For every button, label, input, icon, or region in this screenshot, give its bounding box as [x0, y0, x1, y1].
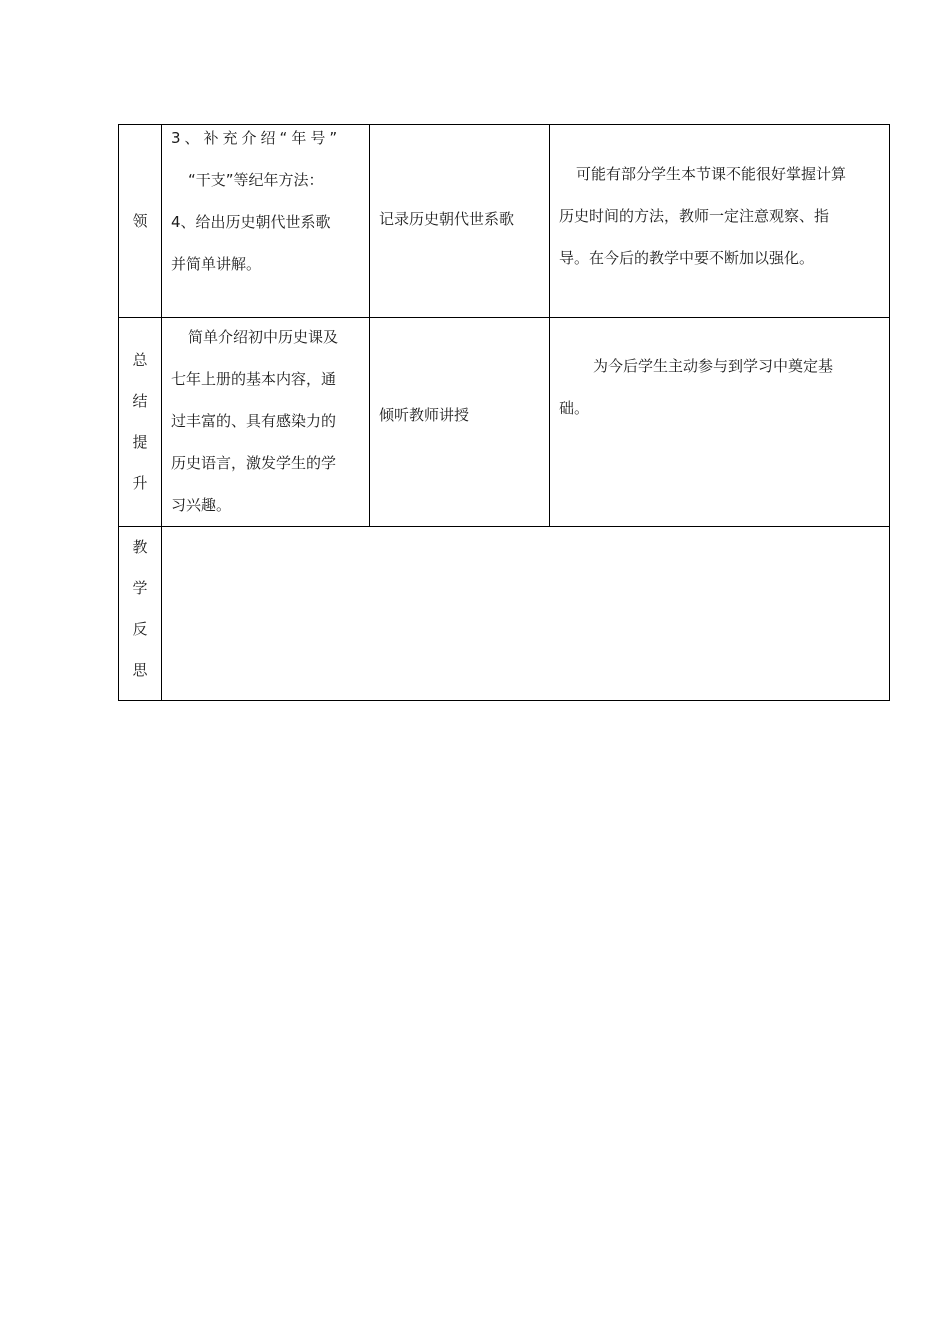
row-label: 领 — [132, 212, 148, 230]
notes-line: 历史时间的方法，教师一定注意观察、指 — [559, 207, 830, 225]
row-label-char: 总 — [132, 351, 148, 369]
teacher-activity-cell — [162, 125, 370, 318]
design-notes-cell — [550, 318, 890, 527]
student-activity-cell — [370, 125, 550, 318]
notes-line: 导。在今后的教学中要不断加以强化。 — [559, 249, 815, 267]
teacher-line: 并简单讲解。 — [171, 255, 262, 273]
notes-line: 为今后学生主动参与到学习中奠定基 — [593, 357, 834, 375]
table-row — [119, 125, 890, 318]
row-label-char: 思 — [132, 661, 148, 679]
row-label-char: 结 — [132, 392, 148, 410]
lesson-plan-table — [118, 124, 890, 701]
student-activity: 倾听教师讲授 — [379, 406, 470, 424]
teacher-line: 4、给出历史朝代世系歌 — [171, 213, 331, 231]
table-row — [119, 527, 890, 701]
row-label-char: 反 — [132, 620, 148, 638]
teacher-line: 七年上册的基本内容，通 — [171, 370, 337, 388]
design-notes-cell — [550, 125, 890, 318]
row-label-cell — [119, 125, 162, 318]
teacher-line: 习兴趣。 — [171, 496, 232, 514]
row-label-char: 提 — [132, 433, 148, 451]
student-activity: 记录历史朝代世系歌 — [379, 210, 515, 228]
teacher-line: 过丰富的、具有感染力的 — [171, 412, 337, 430]
row-label-char: 学 — [132, 579, 148, 597]
notes-line: 础。 — [559, 399, 590, 417]
teacher-line: “干支”等纪年方法： — [188, 171, 324, 189]
notes-line: 可能有部分学生本节课不能很好掌握计算 — [576, 165, 847, 183]
teacher-line: 简单介绍初中历史课及 — [188, 328, 339, 346]
row-label-cell — [119, 527, 162, 701]
student-activity-cell — [370, 318, 550, 527]
reflection-cell — [162, 527, 890, 701]
row-label-cell — [119, 318, 162, 527]
teacher-line: 历史语言，激发学生的学 — [171, 454, 337, 472]
row-label-char: 升 — [132, 474, 148, 492]
teacher-line: 3、补充介绍“年号” — [171, 129, 342, 147]
teacher-activity-cell — [162, 318, 370, 527]
table-row — [119, 318, 890, 527]
row-label-char: 教 — [132, 538, 148, 556]
